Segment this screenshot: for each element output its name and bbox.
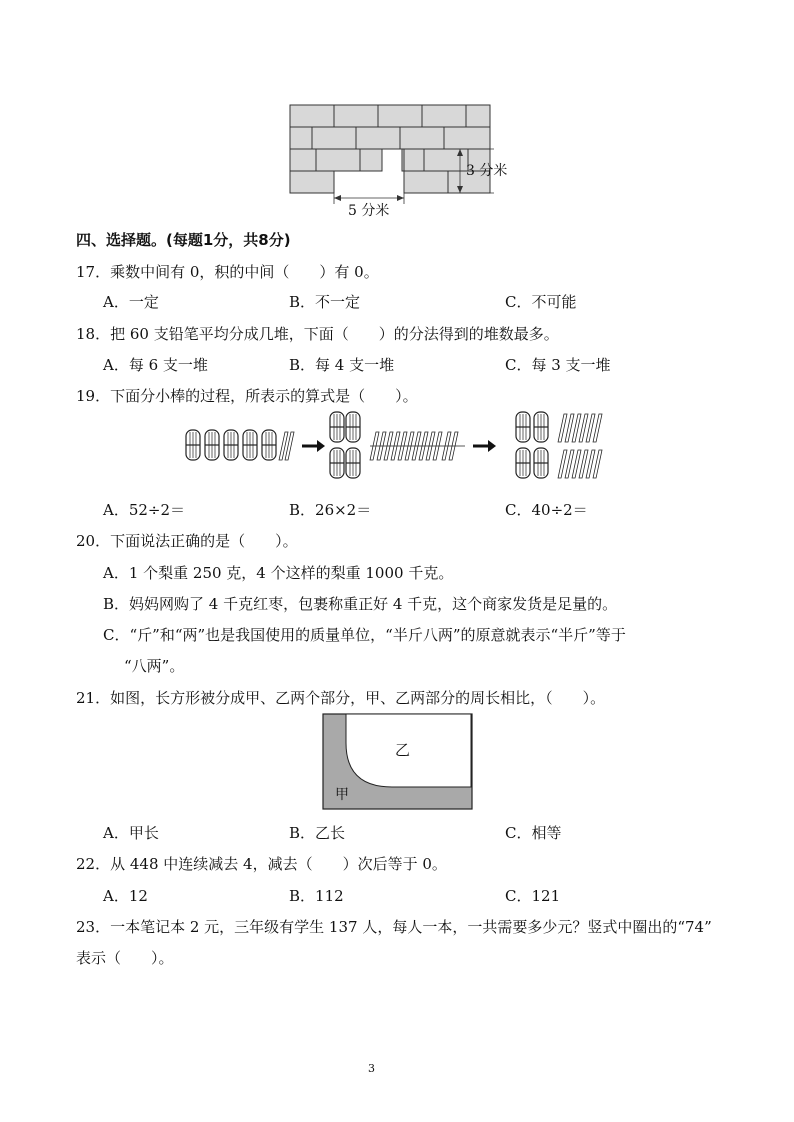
part-yi-label: 乙 (395, 741, 411, 759)
q18-option-b[interactable]: B．每 4 支一堆 (289, 356, 395, 374)
bundle (186, 430, 200, 460)
bundle (534, 412, 548, 442)
bundle (534, 448, 548, 478)
part-jia-label: 甲 (335, 787, 349, 803)
q17-option-a[interactable]: A．一定 (103, 293, 159, 311)
bundle (346, 412, 360, 442)
question-19: 19．下面分小棒的过程，所表示的算式是（ ）。 (76, 387, 418, 405)
q17-option-c[interactable]: C．不可能 (505, 293, 577, 311)
q18-option-c[interactable]: C．每 3 支一堆 (505, 356, 611, 374)
q22-option-c[interactable]: C．121 (505, 887, 561, 905)
bundle (516, 412, 530, 442)
arrow-icon (473, 440, 496, 452)
q21-option-b[interactable]: B．乙长 (289, 824, 346, 842)
question-17: 17．乘数中间有 0，积的中间（ ）有 0。 (76, 263, 379, 281)
q19-option-b[interactable]: B．26×2＝ (289, 501, 372, 519)
question-23: 23．一本笔记本 2 元，三年级有学生 137 人，每人一本，一共需要多少元？竖式中圈出的“74” (76, 918, 712, 936)
q19-option-c[interactable]: C．40÷2＝ (505, 501, 588, 519)
loose-sticks (558, 414, 602, 478)
bundle (262, 430, 276, 460)
q20-option-c-cont: “八两”。 (124, 657, 185, 675)
q18-option-a[interactable]: A．每 6 支一堆 (103, 356, 208, 374)
bundle (330, 412, 344, 442)
brick-wall-figure (282, 100, 522, 215)
q17-option-b[interactable]: B．不一定 (289, 293, 361, 311)
bundle (346, 448, 360, 478)
q20-option-c[interactable]: C．“斤”和“两”也是我国使用的质量单位，“半斤八两”的原意就表示“半斤”等于 (103, 626, 626, 644)
bundle (243, 430, 257, 460)
bundle (224, 430, 238, 460)
q19-option-a[interactable]: A．52÷2＝ (103, 501, 186, 519)
q20-option-b[interactable]: B．妈妈网购了 4 千克红枣，包裹称重正好 4 千克，这个商家发货是足量的。 (103, 595, 618, 613)
bundle (205, 430, 219, 460)
q22-option-b[interactable]: B．112 (289, 887, 344, 905)
section-title: 四、选择题。(每题1分，共8分) (76, 231, 291, 249)
height-label: 3 分米 (466, 163, 508, 179)
width-label: 5 分米 (348, 203, 390, 219)
question-23-cont: 表示（ ）。 (76, 949, 174, 967)
question-22: 22．从 448 中连续减去 4，减去（ ）次后等于 0。 (76, 855, 447, 873)
question-21: 21．如图，长方形被分成甲、乙两个部分，甲、乙两部分的周长相比，（ ）。 (76, 689, 606, 707)
q22-option-a[interactable]: A．12 (103, 887, 148, 905)
sticks-figure (180, 410, 620, 480)
bundle (330, 448, 344, 478)
question-20: 20．下面说法正确的是（ ）。 (76, 532, 298, 550)
q21-option-c[interactable]: C．相等 (505, 824, 562, 842)
question-18: 18．把 60 支铅笔平均分成几堆，下面（ ）的分法得到的堆数最多。 (76, 325, 559, 343)
page-number: 3 (368, 1062, 375, 1075)
q21-option-a[interactable]: A．甲长 (103, 824, 159, 842)
arrow-icon (302, 440, 325, 452)
q20-option-a[interactable]: A．1 个梨重 250 克，4 个这样的梨重 1000 千克。 (103, 564, 454, 582)
bundle (516, 448, 530, 478)
